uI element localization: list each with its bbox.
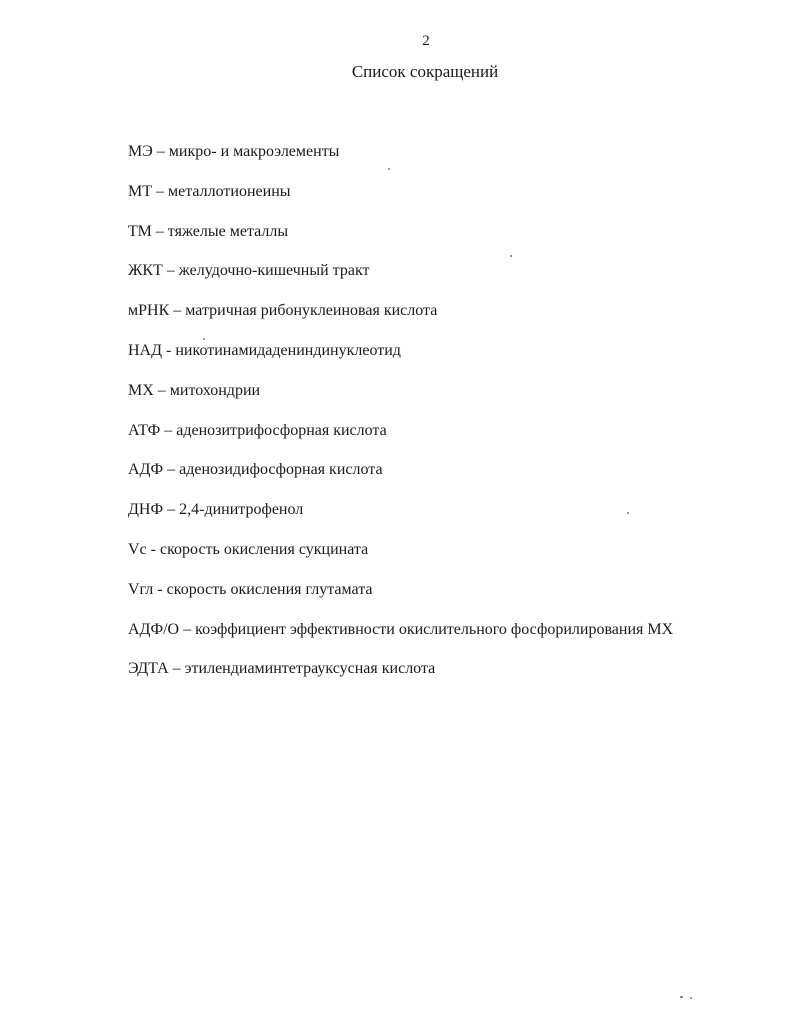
abbreviation-definition: этилендиаминтетрауксусная кислота — [184, 660, 436, 678]
abbreviation-term: МЭ — [128, 143, 153, 160]
abbreviation-separator: – — [153, 381, 170, 399]
abbreviation-item — [128, 658, 778, 698]
abbreviation-separator: – — [151, 222, 168, 240]
abbreviation-definition: аденозитрифосфорная кислота — [176, 421, 387, 439]
abbreviation-definition: скорость окисления глутамата — [166, 580, 373, 598]
abbreviation-definition: желудочно-кишечный тракт — [178, 262, 370, 280]
abbreviation-item — [128, 459, 778, 499]
abbreviation-item — [128, 420, 778, 460]
abbreviation-item — [128, 579, 778, 619]
abbreviation-term: АДФ/О — [128, 620, 180, 638]
abbreviation-term: Vгл — [128, 580, 154, 598]
abbreviation-separator: – — [160, 421, 177, 439]
abbreviation-definition: 2,4-динитрофенол — [179, 501, 304, 519]
scan-speck — [510, 255, 512, 257]
scan-speck — [388, 168, 390, 170]
abbreviation-definition: никотинамидадениндинуклеотид — [175, 341, 401, 359]
page-title: Список сокращений — [351, 62, 499, 81]
abbreviation-term: мРНК — [128, 302, 170, 320]
scan-speck — [690, 997, 692, 999]
abbreviation-item — [128, 141, 778, 181]
abbreviation-item — [128, 300, 778, 340]
abbreviation-definition: тяжелые металлы — [167, 222, 289, 240]
abbreviation-term: МТ — [128, 182, 152, 200]
abbreviation-separator: - — [146, 540, 160, 558]
abbreviation-definition: коэффициент эффективности окислительного фосфорилирования МХ — [195, 620, 674, 638]
abbreviation-term: МХ — [128, 381, 154, 399]
abbreviation-definition: митохондрии — [169, 381, 261, 399]
abbreviation-separator: - — [153, 580, 167, 598]
abbreviation-definition: аденозидифосфорная кислота — [179, 461, 383, 479]
abbreviation-definition: скорость окисления сукцината — [159, 540, 369, 558]
abbreviation-item — [128, 499, 778, 539]
abbreviation-definition: металлотионеины — [168, 182, 291, 200]
abbreviation-separator: – — [168, 660, 185, 678]
abbreviation-separator: – — [152, 182, 168, 200]
abbreviation-term: АДФ — [128, 461, 164, 479]
abbreviation-separator: – — [179, 620, 196, 638]
abbreviation-term: Vc — [128, 540, 147, 558]
abbreviation-list — [128, 141, 778, 698]
abbreviation-item — [128, 380, 778, 420]
scan-speck — [627, 512, 629, 514]
abbreviation-definition: матричная рибонуклеиновая кислота — [185, 302, 438, 320]
abbreviation-separator: - — [162, 341, 176, 359]
abbreviation-separator: – — [163, 461, 180, 479]
abbreviation-term: ДНФ — [128, 501, 164, 519]
abbreviation-definition: микро- и макроэлементы — [168, 143, 340, 160]
abbreviation-term: ТМ — [128, 222, 152, 240]
scan-speck — [680, 996, 683, 998]
abbreviation-term: НАД — [128, 341, 163, 359]
abbreviation-item — [128, 221, 778, 261]
abbreviation-separator: – — [152, 143, 169, 160]
scan-speck — [203, 338, 205, 340]
abbreviation-term: ЭДТА — [128, 660, 169, 678]
abbreviation-separator: – — [163, 501, 180, 519]
abbreviation-term: АТФ — [128, 421, 161, 439]
abbreviation-item — [128, 181, 778, 221]
abbreviation-separator: – — [169, 302, 186, 320]
abbreviation-term: ЖКТ — [128, 262, 163, 280]
abbreviation-item — [128, 260, 778, 300]
page-number: 2 — [422, 33, 430, 49]
abbreviation-item — [128, 340, 778, 380]
abbreviation-separator: – — [162, 262, 179, 280]
abbreviation-item — [128, 539, 778, 579]
abbreviation-item — [128, 619, 778, 659]
